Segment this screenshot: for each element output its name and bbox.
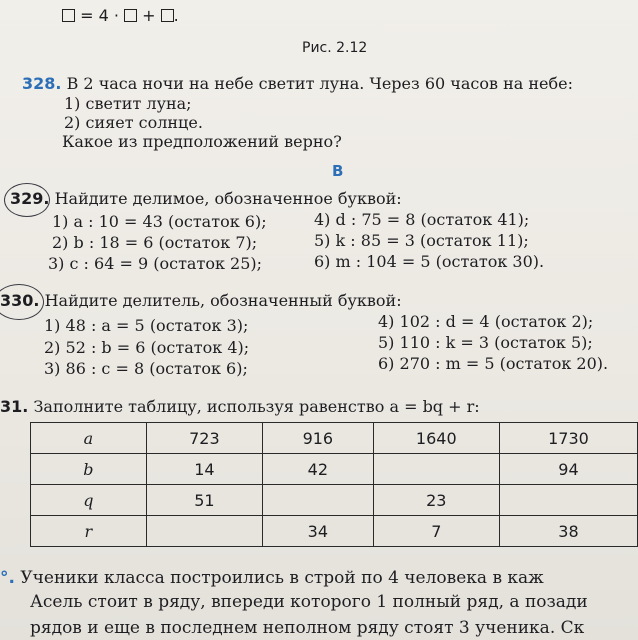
problem-330-line bbox=[0, 291, 402, 311]
problem-329-item-4: 4) d : 75 = 8 (остаток 41); bbox=[314, 210, 530, 229]
problem-330-item-4: 4) 102 : d = 4 (остаток 2); bbox=[378, 312, 594, 331]
problem-title: Найдите делимое, обозначенное буквой: bbox=[54, 189, 402, 208]
table-cell: 51 bbox=[146, 485, 262, 516]
table-cell bbox=[499, 485, 637, 516]
fill-in-table bbox=[30, 422, 638, 547]
table-row-header: b bbox=[31, 454, 147, 485]
formula-end: . bbox=[173, 6, 179, 25]
problem-329-item-2: 2) b : 18 = 6 (остаток 7); bbox=[52, 233, 258, 252]
problem-330-item-3: 3) 86 : c = 8 (остаток 6); bbox=[44, 359, 248, 378]
problem-330-item-2: 2) 52 : b = 6 (остаток 4); bbox=[44, 338, 250, 357]
problem-text: Ученики класса построились в строй по 4 человека в каж bbox=[20, 568, 544, 588]
problem-332-line-1 bbox=[0, 568, 544, 588]
table-cell: 723 bbox=[146, 423, 262, 454]
table-row bbox=[31, 516, 638, 547]
table-cell bbox=[373, 454, 499, 485]
table-row-header: r bbox=[31, 516, 147, 547]
problem-328-option-2: 2) сияет солнце. bbox=[64, 113, 203, 132]
problem-329-item-1: 1) a : 10 = 43 (остаток 6); bbox=[52, 212, 267, 231]
problem-332-line-3: рядов и еще в последнем неполном ряду стоят 3 ученика. Ск bbox=[30, 618, 585, 638]
table-cell: 1730 bbox=[499, 423, 637, 454]
top-formula bbox=[62, 6, 179, 25]
problem-330-item-1: 1) 48 : a = 5 (остаток 3); bbox=[44, 316, 249, 335]
problem-number: 328. bbox=[22, 74, 62, 93]
empty-box-icon bbox=[62, 9, 75, 22]
table-cell: 42 bbox=[263, 454, 374, 485]
table-row bbox=[31, 454, 638, 485]
problem-number: °. bbox=[0, 568, 15, 588]
formula-eq: = 4 · bbox=[80, 6, 119, 25]
table-cell: 94 bbox=[499, 454, 637, 485]
table-row bbox=[31, 423, 638, 454]
problem-text: В 2 часа ночи на небе светит луна. Через 60 часов на небе: bbox=[66, 74, 573, 93]
section-heading: В bbox=[332, 162, 344, 180]
empty-box-icon bbox=[161, 9, 174, 22]
problem-number: 330. bbox=[0, 291, 40, 310]
table-cell: 23 bbox=[373, 485, 499, 516]
problem-title: Заполните таблицу, используя равенство a = bq + r: bbox=[33, 397, 480, 416]
empty-box-icon bbox=[124, 9, 137, 22]
problem-number: 329. bbox=[10, 189, 50, 208]
table-cell: 14 bbox=[146, 454, 262, 485]
formula-plus: + bbox=[142, 6, 156, 25]
table-cell: 7 bbox=[373, 516, 499, 547]
problem-number: 31. bbox=[0, 397, 29, 416]
table-row bbox=[31, 485, 638, 516]
figure-caption: Рис. 2.12 bbox=[302, 40, 368, 56]
table-row-header: a bbox=[31, 423, 147, 454]
table-cell: 34 bbox=[263, 516, 374, 547]
table-cell: 916 bbox=[263, 423, 374, 454]
problem-329-item-6: 6) m : 104 = 5 (остаток 30). bbox=[314, 252, 545, 271]
table-cell bbox=[263, 485, 374, 516]
problem-332-line-2: Асель стоит в ряду, впереди которого 1 полный ряд, а позади bbox=[30, 592, 588, 612]
problem-title: Найдите делитель, обозначенный буквой: bbox=[44, 291, 402, 310]
table-cell bbox=[146, 516, 262, 547]
table-cell: 1640 bbox=[373, 423, 499, 454]
table-row-header: q bbox=[31, 485, 147, 516]
problem-330-item-6: 6) 270 : m = 5 (остаток 20). bbox=[378, 354, 609, 373]
table-cell: 38 bbox=[499, 516, 637, 547]
problem-328-line bbox=[22, 74, 573, 94]
problem-328-question: Какое из предположений верно? bbox=[62, 132, 342, 151]
problem-330-item-5: 5) 110 : k = 3 (остаток 5); bbox=[378, 333, 593, 352]
problem-329-line bbox=[10, 189, 402, 209]
problem-329-item-3: 3) c : 64 = 9 (остаток 25); bbox=[48, 254, 263, 273]
problem-331-line bbox=[0, 397, 480, 417]
problem-328-option-1: 1) светит луна; bbox=[64, 94, 192, 113]
problem-329-item-5: 5) k : 85 = 3 (остаток 11); bbox=[314, 231, 529, 250]
